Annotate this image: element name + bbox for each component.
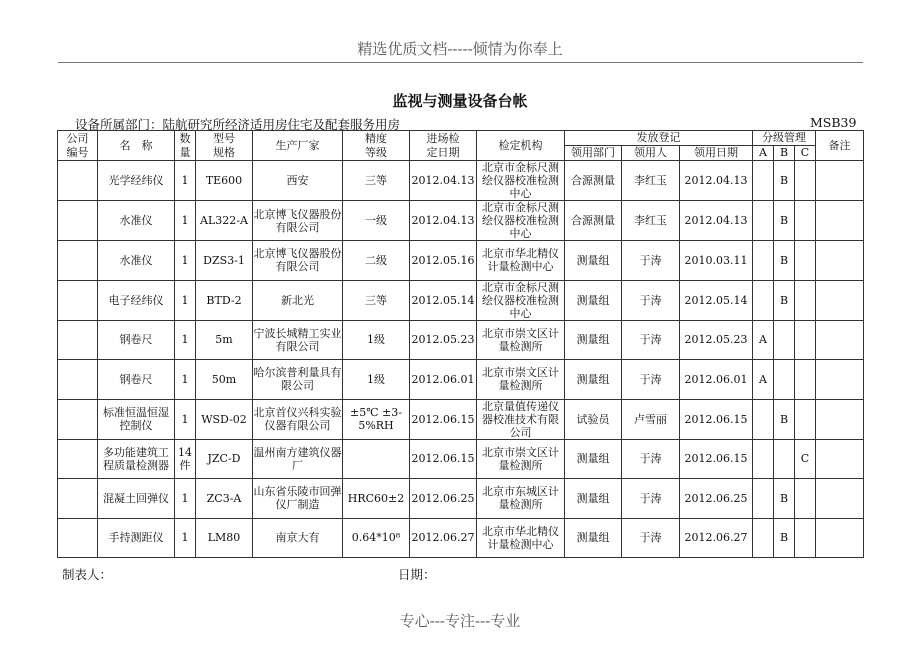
cell-remark (816, 479, 864, 519)
cell-a (753, 479, 774, 519)
cell-issue-date: 2012.06.01 (680, 360, 753, 400)
cell-person: 于涛 (622, 280, 680, 320)
cell-name: 混凝土回弹仪 (98, 479, 175, 519)
table-row (58, 518, 864, 558)
cell-maker: 北京首仪兴科实验仪器有限公司 (253, 399, 343, 439)
cell-precision: 0.64*10⁸ (343, 518, 410, 558)
cell-date: 2012.05.23 (410, 320, 477, 360)
cell-dept: 测量组 (565, 518, 622, 558)
cell-model: WSD-02 (196, 399, 253, 439)
cell-remark (816, 439, 864, 479)
cell-issue-date: 2012.06.15 (680, 399, 753, 439)
table-row (58, 320, 864, 360)
cell-b: B (774, 201, 795, 241)
cell-remark (816, 241, 864, 281)
ledger-body (58, 161, 864, 558)
cell-agency: 北京市崇文区计量检测所 (477, 360, 565, 400)
table-row (58, 399, 864, 439)
cell-b: B (774, 479, 795, 519)
col-grade-c: C (795, 146, 816, 161)
cell-remark (816, 360, 864, 400)
cell-qty: 1 (175, 360, 196, 400)
table-row (58, 360, 864, 400)
cell-precision: 二级 (343, 241, 410, 281)
cell-b: B (774, 241, 795, 281)
col-grade-b: B (774, 146, 795, 161)
cell-qty: 1 (175, 280, 196, 320)
cell-qty: 1 (175, 518, 196, 558)
col-maker: 生产厂家 (253, 131, 343, 161)
cell-model: ZC3-A (196, 479, 253, 519)
cell-no (58, 161, 98, 201)
cell-model: TE600 (196, 161, 253, 201)
cell-qty: 1 (175, 161, 196, 201)
cell-dept: 测量组 (565, 439, 622, 479)
cell-c (795, 241, 816, 281)
cell-c (795, 479, 816, 519)
table-row (58, 161, 864, 201)
cell-model: BTD-2 (196, 280, 253, 320)
cell-date: 2012.06.15 (410, 439, 477, 479)
cell-date: 2012.04.13 (410, 201, 477, 241)
cell-maker: 北京博飞仪器股份有限公司 (253, 201, 343, 241)
col-issue-person: 领用人 (622, 146, 680, 161)
page-title: 监视与测量设备台帐 (392, 92, 528, 110)
cell-qty: 1 (175, 479, 196, 519)
cell-maker: 新北光 (253, 280, 343, 320)
cell-c (795, 399, 816, 439)
cell-remark (816, 399, 864, 439)
cell-remark (816, 280, 864, 320)
cell-agency: 北京市华北精仪计量检测中心 (477, 518, 565, 558)
col-grade-a: A (753, 146, 774, 161)
cell-date: 2012.06.25 (410, 479, 477, 519)
cell-b: B (774, 518, 795, 558)
cell-agency: 北京市崇文区计量检测所 (477, 439, 565, 479)
col-issue-group: 发放登记 (565, 131, 753, 146)
cell-issue-date: 2012.04.13 (680, 161, 753, 201)
table-row (58, 479, 864, 519)
cell-b: B (774, 399, 795, 439)
cell-name: 手持测距仪 (98, 518, 175, 558)
table-row (58, 280, 864, 320)
cell-person: 卢雪丽 (622, 399, 680, 439)
header-divider (58, 62, 863, 63)
cell-person: 李红玉 (622, 201, 680, 241)
cell-model: LM80 (196, 518, 253, 558)
cell-no (58, 320, 98, 360)
cell-agency: 北京市金标尺测绘仪器校准检测中心 (477, 201, 565, 241)
table-row (58, 439, 864, 479)
cell-name: 钢卷尺 (98, 360, 175, 400)
cell-no (58, 241, 98, 281)
cell-maker: 西安 (253, 161, 343, 201)
cell-name: 标准恒温恒湿控制仪 (98, 399, 175, 439)
cell-issue-date: 2012.04.13 (680, 201, 753, 241)
department-label: 设备所属部门：陆航研究所经济适用房住宅及配套服务用房 (75, 117, 401, 132)
cell-person: 于涛 (622, 241, 680, 281)
cell-c (795, 161, 816, 201)
cell-precision: 一级 (343, 201, 410, 241)
cell-maker: 宁波长城精工实业有限公司 (253, 320, 343, 360)
cell-a (753, 280, 774, 320)
cell-b (774, 320, 795, 360)
cell-agency: 北京量值传递仪器校准技术有限公司 (477, 399, 565, 439)
cell-qty: 1 (175, 241, 196, 281)
cell-name: 水准仪 (98, 201, 175, 241)
col-grade-group: 分级管理 (753, 131, 816, 146)
cell-issue-date: 2012.06.27 (680, 518, 753, 558)
cell-c (795, 280, 816, 320)
cell-remark (816, 518, 864, 558)
cell-issue-date: 2012.06.15 (680, 439, 753, 479)
cell-maker: 北京博飞仪器股份有限公司 (253, 241, 343, 281)
cell-no (58, 280, 98, 320)
cell-precision: 1级 (343, 320, 410, 360)
cell-a (753, 439, 774, 479)
cell-agency: 北京市金标尺测绘仪器校准检测中心 (477, 280, 565, 320)
cell-maker: 山东省乐陵市回弹仪厂制造 (253, 479, 343, 519)
cell-a: A (753, 320, 774, 360)
cell-precision: ±5℃ ±3-5%RH (343, 399, 410, 439)
cell-name: 光学经纬仪 (98, 161, 175, 201)
col-issue-date: 领用日期 (680, 146, 753, 161)
cell-date: 2012.05.14 (410, 280, 477, 320)
cell-model: 5m (196, 320, 253, 360)
cell-date: 2012.06.15 (410, 399, 477, 439)
cell-dept: 测量组 (565, 360, 622, 400)
cell-person: 于涛 (622, 320, 680, 360)
cell-qty: 1 (175, 320, 196, 360)
cell-person: 于涛 (622, 439, 680, 479)
col-qty: 数 量 (175, 131, 196, 161)
cell-date: 2012.05.16 (410, 241, 477, 281)
cell-precision: 三等 (343, 280, 410, 320)
cell-c: C (795, 439, 816, 479)
cell-maker: 温州南方建筑仪器厂 (253, 439, 343, 479)
cell-date: 2012.06.01 (410, 360, 477, 400)
cell-dept: 测量组 (565, 241, 622, 281)
cell-a: A (753, 360, 774, 400)
cell-qty: 1 (175, 201, 196, 241)
cell-agency: 北京市崇文区计量检测所 (477, 320, 565, 360)
cell-issue-date: 2010.03.11 (680, 241, 753, 281)
col-name: 名 称 (98, 131, 175, 161)
cell-qty: 1 (175, 399, 196, 439)
cell-name: 钢卷尺 (98, 320, 175, 360)
cell-a (753, 201, 774, 241)
cell-remark (816, 320, 864, 360)
col-model: 型号 规格 (196, 131, 253, 161)
equipment-ledger-table (57, 130, 864, 558)
cell-date: 2012.06.27 (410, 518, 477, 558)
cell-precision: 1级 (343, 360, 410, 400)
cell-person: 于涛 (622, 518, 680, 558)
cell-a (753, 161, 774, 201)
cell-dept: 测量组 (565, 280, 622, 320)
cell-b (774, 360, 795, 400)
cell-agency: 北京市华北精仪计量检测中心 (477, 241, 565, 281)
cell-model: DZS3-1 (196, 241, 253, 281)
cell-dept: 合源测量 (565, 201, 622, 241)
table-row (58, 241, 864, 281)
cell-date: 2012.04.13 (410, 161, 477, 201)
cell-precision (343, 439, 410, 479)
cell-model: JZC-D (196, 439, 253, 479)
cell-name: 水准仪 (98, 241, 175, 281)
page-header-note: 精选优质文档-----倾情为你奉上 (357, 40, 563, 58)
cell-person: 于涛 (622, 360, 680, 400)
cell-precision: HRC60±2 (343, 479, 410, 519)
cell-b: B (774, 161, 795, 201)
form-code: MSB39 (810, 115, 857, 130)
cell-dept: 合源测量 (565, 161, 622, 201)
cell-no (58, 439, 98, 479)
cell-no (58, 201, 98, 241)
cell-no (58, 479, 98, 519)
cell-a (753, 241, 774, 281)
cell-a (753, 399, 774, 439)
cell-precision: 三等 (343, 161, 410, 201)
cell-name: 多功能建筑工程质量检测器 (98, 439, 175, 479)
prepared-by-label: 制表人： (62, 567, 113, 582)
cell-a (753, 518, 774, 558)
cell-person: 于涛 (622, 479, 680, 519)
cell-model: 50m (196, 360, 253, 400)
col-company-no: 公司 编号 (58, 131, 98, 161)
page-footer-note: 专心---专注---专业 (399, 612, 521, 630)
cell-b (774, 439, 795, 479)
col-entry-date: 进场检 定日期 (410, 131, 477, 161)
cell-issue-date: 2012.05.14 (680, 280, 753, 320)
col-issue-dept: 领用部门 (565, 146, 622, 161)
cell-dept: 试验员 (565, 399, 622, 439)
cell-c (795, 320, 816, 360)
cell-issue-date: 2012.05.23 (680, 320, 753, 360)
cell-maker: 南京大有 (253, 518, 343, 558)
cell-b: B (774, 280, 795, 320)
cell-agency: 北京市金标尺测绘仪器校准检测中心 (477, 161, 565, 201)
cell-qty: 14件 (175, 439, 196, 479)
col-remark: 备注 (816, 131, 864, 161)
cell-no (58, 399, 98, 439)
cell-person: 李红玉 (622, 161, 680, 201)
cell-remark (816, 201, 864, 241)
cell-issue-date: 2012.06.25 (680, 479, 753, 519)
cell-model: AL322-A (196, 201, 253, 241)
col-agency: 检定机构 (477, 131, 565, 161)
cell-agency: 北京市东城区计量检测所 (477, 479, 565, 519)
cell-name: 电子经纬仪 (98, 280, 175, 320)
table-row (58, 201, 864, 241)
cell-dept: 测量组 (565, 320, 622, 360)
cell-no (58, 518, 98, 558)
cell-c (795, 518, 816, 558)
cell-c (795, 360, 816, 400)
cell-dept: 测量组 (565, 479, 622, 519)
cell-no (58, 360, 98, 400)
date-label: 日期： (398, 567, 436, 582)
cell-maker: 哈尔滨普利量具有限公司 (253, 360, 343, 400)
cell-remark (816, 161, 864, 201)
cell-c (795, 201, 816, 241)
col-precision: 精度 等级 (343, 131, 410, 161)
